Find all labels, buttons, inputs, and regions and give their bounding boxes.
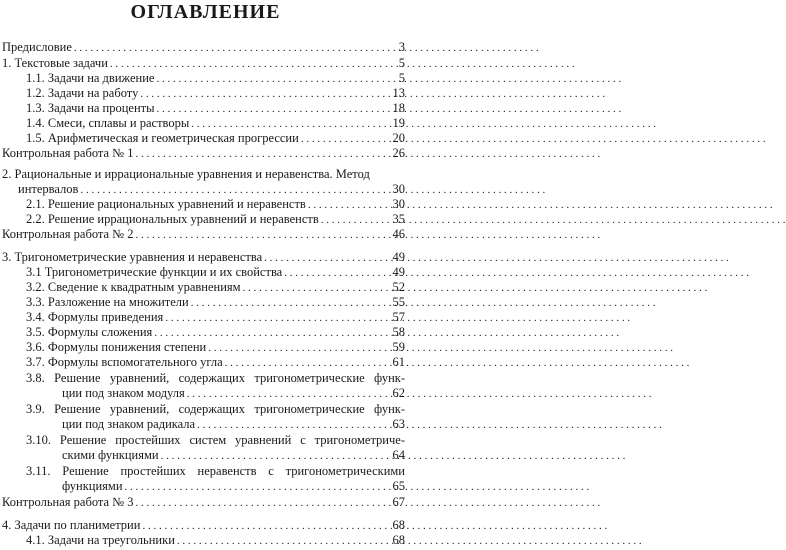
toc-entry-section-2-line-1: 2. Рациональные и иррациональные уравнения и неравенства. Метод — [2, 167, 370, 181]
toc-label: ции под знаком модуля — [62, 386, 185, 400]
toc-entry-3-8-line-1: 3.8. Решение уравнений, содержащих тригонометрические функ- — [26, 371, 405, 385]
toc-page-number: 68 — [392, 533, 405, 547]
toc-label: Предисловие — [2, 40, 72, 54]
toc-page-number: 68 — [392, 518, 405, 532]
toc-entry-4-1 — [26, 533, 405, 548]
leader-dots — [142, 518, 390, 533]
toc-entry-test-2 — [2, 227, 405, 242]
leader-dots — [187, 386, 391, 401]
toc-label: интервалов — [18, 182, 79, 196]
toc-page-number: 57 — [392, 310, 405, 324]
toc-page-number: 30 — [392, 182, 405, 196]
toc-entry-test-1 — [2, 146, 405, 161]
toc-label: 2.1. Решение рациональных уравнений и неравенств — [26, 197, 306, 211]
toc-page-number: 30 — [392, 197, 405, 211]
toc-page-number: 13 — [392, 86, 405, 100]
toc-page-number: 46 — [392, 227, 405, 241]
leader-dots — [308, 197, 391, 212]
toc-page-number: 52 — [392, 280, 405, 294]
toc-entry-3-11-line-1: 3.11. Решение простейших неравенств с тригонометрическими — [26, 464, 405, 478]
toc-entry-3-4 — [26, 310, 405, 325]
leader-dots — [165, 310, 390, 325]
toc-entry-section-3 — [2, 250, 405, 265]
toc-label: 3.3. Разложение на множители — [26, 295, 189, 309]
leader-dots — [225, 355, 391, 370]
toc-label: 1. Текстовые задачи — [2, 56, 108, 70]
toc-label: 3.6. Формулы понижения степени — [26, 340, 207, 354]
toc-entry-3-6 — [26, 340, 405, 355]
leader-dots — [157, 101, 391, 116]
leader-dots — [191, 295, 391, 310]
leader-dots — [321, 212, 391, 227]
leader-dots — [301, 131, 391, 146]
toc-entry-1-5 — [26, 131, 405, 146]
toc-label: 1.4. Смеси, сплавы и растворы — [26, 116, 190, 130]
toc-entry-3-1 — [26, 265, 405, 280]
leader-dots — [110, 56, 397, 71]
toc-page-number: 63 — [392, 417, 405, 431]
toc-page-number: 35 — [392, 212, 405, 226]
leader-dots — [191, 116, 390, 131]
toc-entry-3-5 — [26, 325, 405, 340]
toc-entry-3-10 — [62, 448, 405, 463]
toc-entry-3-8 — [62, 386, 405, 401]
toc-label: 3. Тригонометрические уравнения и неравенства — [2, 250, 263, 264]
toc-entry-3-2 — [26, 280, 405, 295]
toc-entry-1-4 — [26, 116, 405, 131]
toc-page-number: 20 — [392, 131, 405, 145]
leader-dots — [136, 227, 391, 242]
toc-label: 3.7. Формулы вспомогательного угла — [26, 355, 223, 369]
toc-page-number: 19 — [392, 116, 405, 130]
toc-label: Контрольная работа № 3 — [2, 495, 134, 509]
toc-label: 1.2. Задачи на работу — [26, 86, 139, 100]
toc-label: 3.4. Формулы приведения — [26, 310, 164, 324]
toc-entry-preface — [2, 40, 405, 55]
toc-label: 1.5. Арифметическая и геометрическая прогрессии — [26, 131, 299, 145]
toc-page-number: 18 — [392, 101, 405, 115]
toc-page-number: 59 — [392, 340, 405, 354]
leader-dots — [125, 479, 391, 494]
leader-dots — [154, 325, 390, 340]
toc-entry-test-3 — [2, 495, 405, 510]
toc-page-number: 49 — [392, 250, 405, 264]
toc-label: скими функциями — [62, 448, 159, 462]
toc-entry-3-11 — [62, 479, 405, 494]
toc-page-number: 65 — [392, 479, 405, 493]
toc-label: 1.1. Задачи на движение — [26, 71, 155, 85]
toc-page-number: 3 — [398, 40, 405, 54]
toc-label: 3.1 Тригонометрические функции и их свойства — [26, 265, 283, 279]
toc-label: 3.5. Формулы сложения — [26, 325, 153, 339]
toc-entry-2-1 — [26, 197, 405, 212]
toc-entry-3-3 — [26, 295, 405, 310]
toc-entry-1-2 — [26, 86, 405, 101]
toc-label: Контрольная работа № 2 — [2, 227, 134, 241]
toc-entry-2-2 — [26, 212, 405, 227]
toc-label: функциями — [62, 479, 123, 493]
toc-label: Контрольная работа № 1 — [2, 146, 134, 160]
toc-entry-3-9-line-1: 3.9. Решение уравнений, содержащих тригонометрические функ- — [26, 402, 405, 416]
leader-dots — [80, 182, 390, 197]
leader-dots — [264, 250, 390, 265]
leader-dots — [208, 340, 390, 355]
toc-page-number: 26 — [392, 146, 405, 160]
leader-dots — [161, 448, 391, 463]
toc-entry-3-9 — [62, 417, 405, 432]
leader-dots — [156, 71, 396, 86]
toc-entry-1-3 — [26, 101, 405, 116]
toc-label: 4.1. Задачи на треугольники — [26, 533, 175, 547]
leader-dots — [136, 146, 391, 161]
toc-entry-section-1 — [2, 56, 405, 71]
toc-label: 2.2. Решение иррациональных уравнений и неравенств — [26, 212, 319, 226]
toc-label: ции под знаком радикала — [62, 417, 196, 431]
leader-dots — [136, 495, 391, 510]
toc-entry-3-10-line-1: 3.10. Решение простейших систем уравнений с тригонометриче- — [26, 433, 405, 447]
page-title: ОГЛАВЛЕНИЕ — [130, 1, 281, 23]
toc-entry-3-7 — [26, 355, 405, 370]
toc-page-number: 55 — [392, 295, 405, 309]
toc-page-number: 61 — [392, 355, 405, 369]
toc-label: 1.3. Задачи на проценты — [26, 101, 155, 115]
toc-page-number: 5 — [398, 71, 405, 85]
leader-dots — [243, 280, 391, 295]
toc-page-number: 5 — [398, 56, 405, 70]
toc-entry-1-1 — [26, 71, 405, 86]
toc-page-number: 64 — [392, 448, 405, 462]
toc-page-number: 62 — [392, 386, 405, 400]
toc-entry-section-2 — [18, 182, 405, 197]
leader-dots — [284, 265, 390, 280]
leader-dots — [177, 533, 391, 548]
toc-page-number: 49 — [392, 265, 405, 279]
toc-label: 4. Задачи по планиметрии — [2, 518, 141, 532]
toc-page-number: 58 — [392, 325, 405, 339]
toc-label: 3.2. Сведение к квадратным уравнениям — [26, 280, 241, 294]
leader-dots — [74, 40, 397, 55]
leader-dots — [197, 417, 390, 432]
leader-dots — [140, 86, 390, 101]
toc-page-number: 67 — [392, 495, 405, 509]
toc-entry-section-4 — [2, 518, 405, 533]
